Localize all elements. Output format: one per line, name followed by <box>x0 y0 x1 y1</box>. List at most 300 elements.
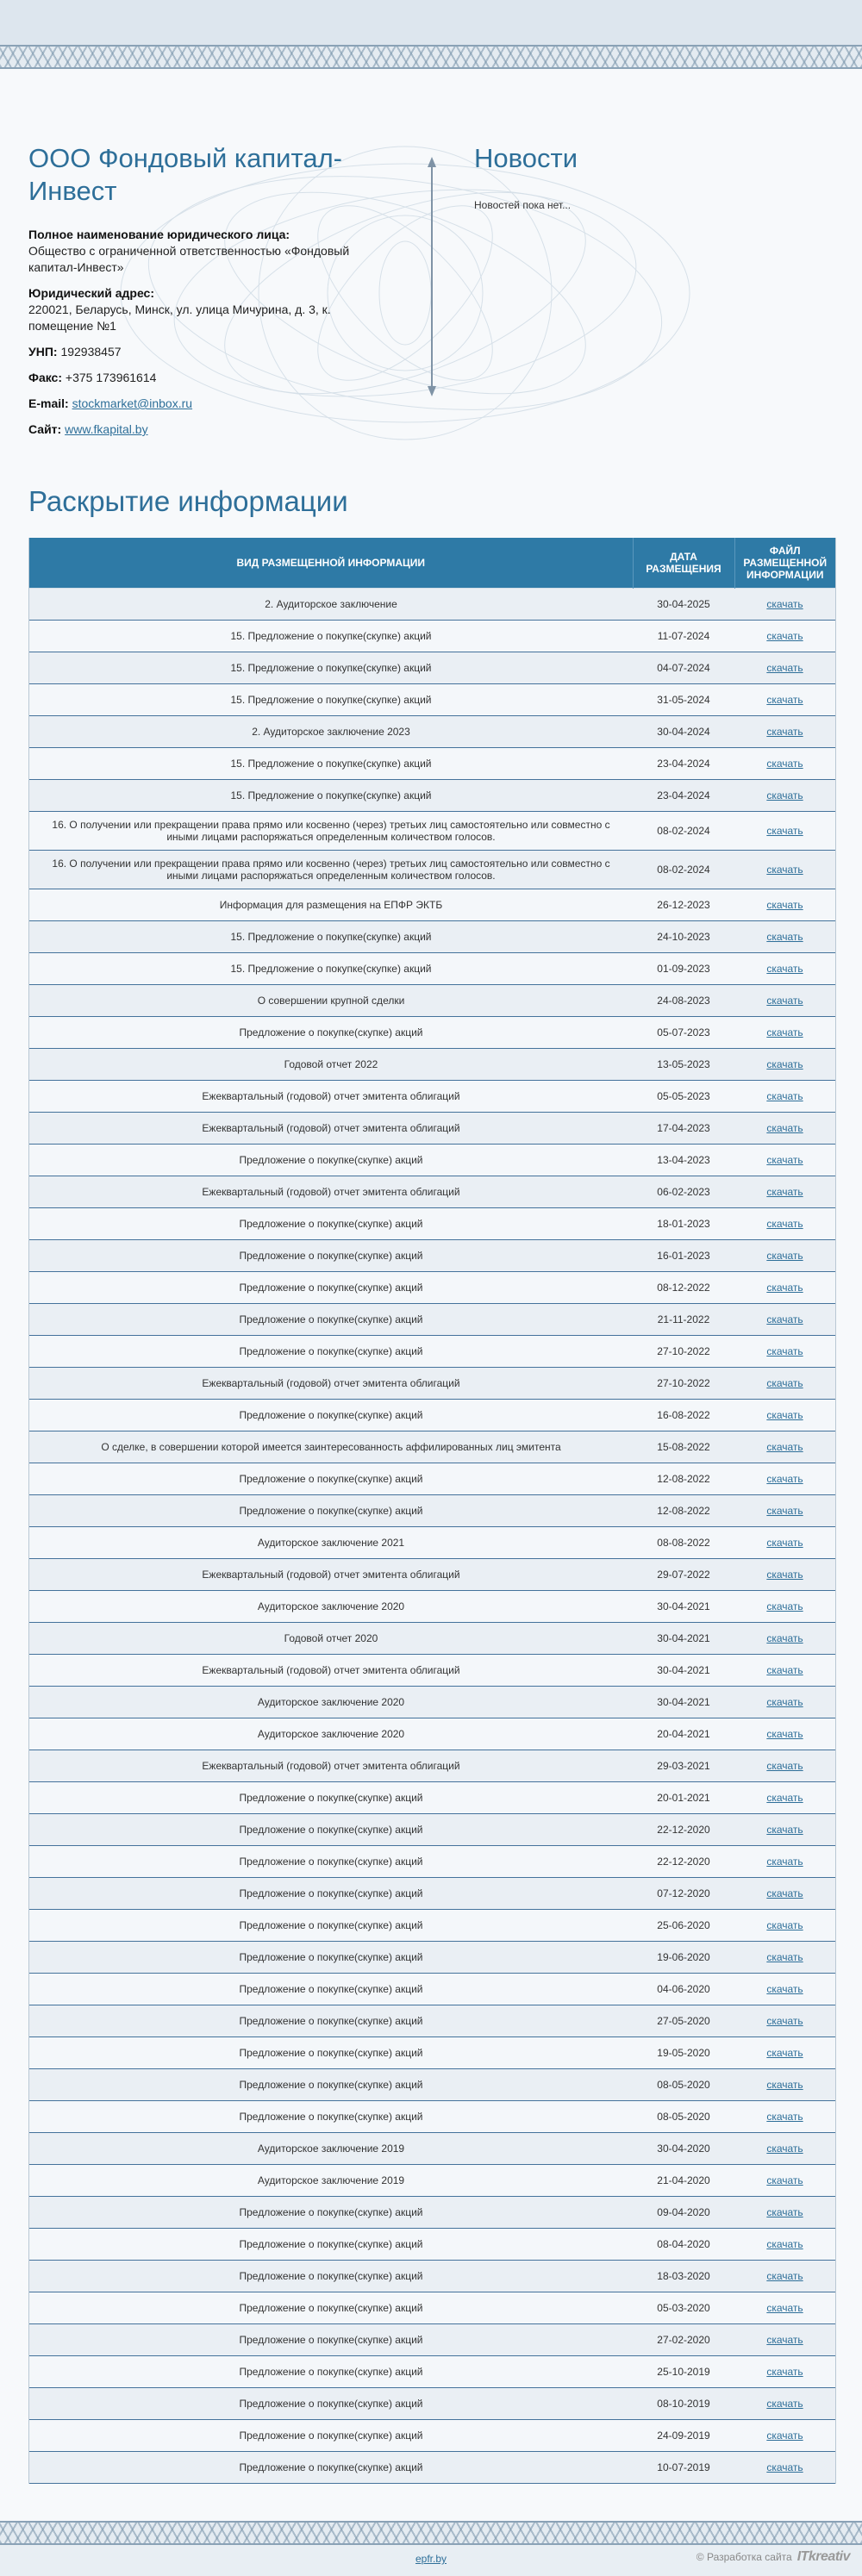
company-fax <box>28 370 373 386</box>
download-link[interactable]: скачать <box>766 1441 803 1453</box>
table-row <box>29 851 835 889</box>
row-file-cell <box>734 1623 835 1655</box>
row-document-type: Аудиторское заключение 2021 <box>29 1527 633 1559</box>
table-header-row <box>29 538 835 589</box>
download-link[interactable]: скачать <box>766 2079 803 2091</box>
download-link[interactable]: скачать <box>766 825 803 837</box>
row-file-cell <box>734 1017 835 1049</box>
row-file-cell <box>734 716 835 748</box>
download-link[interactable]: скачать <box>766 2461 803 2473</box>
row-date: 08-02-2024 <box>633 812 734 851</box>
row-file-cell <box>734 2197 835 2229</box>
table-row <box>29 1687 835 1718</box>
row-document-type: Ежеквартальный (годовой) отчет эмитента облигаций <box>29 1081 633 1113</box>
row-file-cell <box>734 1208 835 1240</box>
download-link[interactable]: скачать <box>766 1664 803 1676</box>
row-date: 11-07-2024 <box>633 621 734 652</box>
row-document-type: Аудиторское заключение 2019 <box>29 2165 633 2197</box>
row-file-cell <box>734 2388 835 2420</box>
row-file-cell <box>734 2229 835 2261</box>
download-link[interactable]: скачать <box>766 1058 803 1070</box>
download-link[interactable]: скачать <box>766 1983 803 1995</box>
company-fullname <box>28 227 373 276</box>
row-date: 12-08-2022 <box>633 1463 734 1495</box>
row-document-type: 15. Предложение о покупке(скупке) акций <box>29 621 633 652</box>
download-link[interactable]: скачать <box>766 726 803 738</box>
row-date: 04-06-2020 <box>633 1974 734 2005</box>
row-file-cell <box>734 589 835 621</box>
table-row <box>29 953 835 985</box>
table-row <box>29 1974 835 2005</box>
download-link[interactable]: скачать <box>766 662 803 674</box>
download-link[interactable]: скачать <box>766 2047 803 2059</box>
row-file-cell <box>734 1368 835 1400</box>
row-date: 26-12-2023 <box>633 889 734 921</box>
row-document-type: Предложение о покупке(скупке) акций <box>29 2197 633 2229</box>
download-link[interactable]: скачать <box>766 2398 803 2410</box>
download-link[interactable]: скачать <box>766 630 803 642</box>
row-file-cell <box>734 1655 835 1687</box>
table-row <box>29 1272 835 1304</box>
table-row <box>29 1782 835 1814</box>
row-file-cell <box>734 2324 835 2356</box>
row-date: 15-08-2022 <box>633 1431 734 1463</box>
row-document-type: Предложение о покупке(скупке) акций <box>29 1240 633 1272</box>
row-file-cell <box>734 889 835 921</box>
download-link[interactable]: скачать <box>766 598 803 610</box>
download-link[interactable]: скачать <box>766 1569 803 1581</box>
row-date: 30-04-2021 <box>633 1687 734 1718</box>
download-link[interactable]: скачать <box>766 1919 803 1931</box>
row-date: 01-09-2023 <box>633 953 734 985</box>
table-row <box>29 1623 835 1655</box>
table-row <box>29 2005 835 2037</box>
row-document-type: О совершении крупной сделки <box>29 985 633 1017</box>
download-link[interactable]: скачать <box>766 789 803 801</box>
download-link[interactable]: скачать <box>766 1856 803 1868</box>
table-row <box>29 1176 835 1208</box>
row-document-type: Предложение о покупке(скупке) акций <box>29 1878 633 1910</box>
row-file-cell <box>734 748 835 780</box>
row-file-cell <box>734 652 835 684</box>
row-date: 05-07-2023 <box>633 1017 734 1049</box>
row-document-type: Предложение о покупке(скупке) акций <box>29 2037 633 2069</box>
row-document-type: Предложение о покупке(скупке) акций <box>29 2324 633 2356</box>
download-link[interactable]: скачать <box>766 1792 803 1804</box>
table-row <box>29 889 835 921</box>
download-link[interactable]: скачать <box>766 1313 803 1325</box>
header-ornament-band <box>0 45 862 69</box>
disclosure-table-wrapper <box>28 538 836 2484</box>
row-document-type: Предложение о покупке(скупке) акций <box>29 1272 633 1304</box>
row-document-type: Предложение о покупке(скупке) акций <box>29 2101 633 2133</box>
row-file-cell <box>734 1336 835 1368</box>
row-date: 24-09-2019 <box>633 2420 734 2452</box>
row-document-type: Ежеквартальный (годовой) отчет эмитента облигаций <box>29 1750 633 1782</box>
column-header-type: ВИД РАЗМЕЩЕННОЙ ИНФОРМАЦИИ <box>29 538 633 589</box>
table-row <box>29 1336 835 1368</box>
download-link[interactable]: скачать <box>766 1154 803 1166</box>
row-date: 04-07-2024 <box>633 652 734 684</box>
download-link[interactable]: скачать <box>766 1951 803 1963</box>
row-document-type: Предложение о покупке(скупке) акций <box>29 1463 633 1495</box>
table-row <box>29 1240 835 1272</box>
row-date: 23-04-2024 <box>633 748 734 780</box>
download-link[interactable]: скачать <box>766 1345 803 1357</box>
download-link[interactable]: скачать <box>766 2302 803 2314</box>
row-date: 29-07-2022 <box>633 1559 734 1591</box>
download-link[interactable]: скачать <box>766 1632 803 1644</box>
row-file-cell <box>734 1495 835 1527</box>
row-document-type: Предложение о покупке(скупке) акций <box>29 1814 633 1846</box>
row-file-cell <box>734 1304 835 1336</box>
row-file-cell <box>734 1878 835 1910</box>
company-unp <box>28 344 373 360</box>
row-file-cell <box>734 1846 835 1878</box>
download-link[interactable]: скачать <box>766 864 803 876</box>
row-file-cell <box>734 851 835 889</box>
row-file-cell <box>734 2452 835 2484</box>
download-link[interactable]: скачать <box>766 1090 803 1102</box>
download-link[interactable]: скачать <box>766 1600 803 1612</box>
table-row <box>29 2037 835 2069</box>
table-row <box>29 2165 835 2197</box>
table-row <box>29 1559 835 1591</box>
developer-credit <box>696 2549 850 2565</box>
news-title: Новости <box>474 143 578 173</box>
developer-logo[interactable]: ITkreativ <box>796 2549 850 2564</box>
unp-value: 192938457 <box>60 345 122 359</box>
row-date: 16-01-2023 <box>633 1240 734 1272</box>
download-link[interactable]: скачать <box>766 1824 803 1836</box>
row-date: 13-05-2023 <box>633 1049 734 1081</box>
row-file-cell <box>734 812 835 851</box>
fullname-label: Полное наименование юридического лица: <box>28 228 290 241</box>
row-document-type: Предложение о покупке(скупке) акций <box>29 2292 633 2324</box>
vertical-divider <box>431 165 433 388</box>
company-address <box>28 285 373 334</box>
row-document-type: Предложение о покупке(скупке) акций <box>29 1336 633 1368</box>
table-row <box>29 1942 835 1974</box>
row-date: 19-05-2020 <box>633 2037 734 2069</box>
row-date: 21-11-2022 <box>633 1304 734 1336</box>
row-file-cell <box>734 1081 835 1113</box>
row-file-cell <box>734 684 835 716</box>
row-date: 27-02-2020 <box>633 2324 734 2356</box>
table-row <box>29 2197 835 2229</box>
site-label: Сайт: <box>28 422 62 436</box>
news-section <box>474 142 819 211</box>
row-file-cell <box>734 2261 835 2292</box>
table-row <box>29 589 835 621</box>
row-document-type: Ежеквартальный (годовой) отчет эмитента облигаций <box>29 1176 633 1208</box>
row-file-cell <box>734 621 835 652</box>
table-body <box>29 589 835 2484</box>
row-date: 08-12-2022 <box>633 1272 734 1304</box>
row-date: 29-03-2021 <box>633 1750 734 1782</box>
download-link[interactable]: скачать <box>766 1409 803 1421</box>
download-link[interactable]: скачать <box>766 2270 803 2282</box>
row-file-cell <box>734 2356 835 2388</box>
row-document-type: Предложение о покупке(скупке) акций <box>29 1974 633 2005</box>
row-date: 24-10-2023 <box>633 921 734 953</box>
row-document-type: Аудиторское заключение 2020 <box>29 1718 633 1750</box>
row-date: 05-05-2023 <box>633 1081 734 1113</box>
download-link[interactable]: скачать <box>766 931 803 943</box>
row-document-type: Годовой отчет 2020 <box>29 1623 633 1655</box>
row-date: 27-10-2022 <box>633 1368 734 1400</box>
row-document-type: Аудиторское заключение 2019 <box>29 2133 633 2165</box>
download-link[interactable]: скачать <box>766 694 803 706</box>
row-document-type: Предложение о покупке(скупке) акций <box>29 1782 633 1814</box>
table-row <box>29 1463 835 1495</box>
row-date: 25-06-2020 <box>633 1910 734 1942</box>
table-row <box>29 1910 835 1942</box>
download-link[interactable]: скачать <box>766 2111 803 2123</box>
row-date: 30-04-2021 <box>633 1655 734 1687</box>
row-file-cell <box>734 1814 835 1846</box>
download-link[interactable]: скачать <box>766 2238 803 2250</box>
row-document-type: 2. Аудиторское заключение 2023 <box>29 716 633 748</box>
row-file-cell <box>734 1049 835 1081</box>
epfr-link[interactable]: epfr.by <box>415 2553 447 2565</box>
company-title: ООО Фондовый капитал-Инвест <box>28 143 342 206</box>
row-file-cell <box>734 953 835 985</box>
table-row <box>29 1304 835 1336</box>
row-document-type: Предложение о покупке(скупке) акций <box>29 1145 633 1176</box>
row-date: 31-05-2024 <box>633 684 734 716</box>
row-date: 08-02-2024 <box>633 851 734 889</box>
company-info <box>28 142 373 447</box>
table-row <box>29 1718 835 1750</box>
row-date: 21-04-2020 <box>633 2165 734 2197</box>
row-date: 08-04-2020 <box>633 2229 734 2261</box>
row-document-type: Предложение о покупке(скупке) акций <box>29 1304 633 1336</box>
row-document-type: Предложение о покупке(скупке) акций <box>29 2005 633 2037</box>
row-file-cell <box>734 2101 835 2133</box>
table-row <box>29 1017 835 1049</box>
row-date: 13-04-2023 <box>633 1145 734 1176</box>
row-document-type: 15. Предложение о покупке(скупке) акций <box>29 953 633 985</box>
row-document-type: Предложение о покупке(скупке) акций <box>29 2261 633 2292</box>
table-row <box>29 2356 835 2388</box>
table-row <box>29 1655 835 1687</box>
table-row <box>29 684 835 716</box>
download-link[interactable]: скачать <box>766 1186 803 1198</box>
row-date: 20-04-2021 <box>633 1718 734 1750</box>
row-date: 25-10-2019 <box>633 2356 734 2388</box>
row-date: 08-10-2019 <box>633 2388 734 2420</box>
row-file-cell <box>734 921 835 953</box>
download-link[interactable]: скачать <box>766 1026 803 1039</box>
row-date: 09-04-2020 <box>633 2197 734 2229</box>
download-link[interactable]: скачать <box>766 2366 803 2378</box>
table-row <box>29 1208 835 1240</box>
top-bar <box>0 0 862 45</box>
row-file-cell <box>734 2005 835 2037</box>
row-document-type: О сделке, в совершении которой имеется заинтересованность аффилированных лиц эмитента <box>29 1431 633 1463</box>
site-link[interactable]: www.fkapital.by <box>65 422 148 436</box>
row-document-type: 15. Предложение о покупке(скупке) акций <box>29 748 633 780</box>
row-document-type: 16. О получении или прекращении права прямо или косвенно (через) третьих лиц самостоятельно или совместно с иными лицами распоряжаться определенным количеством голосов. <box>29 851 633 889</box>
row-date: 19-06-2020 <box>633 1942 734 1974</box>
row-file-cell <box>734 2420 835 2452</box>
table-row <box>29 1527 835 1559</box>
row-date: 27-05-2020 <box>633 2005 734 2037</box>
download-link[interactable]: скачать <box>766 899 803 911</box>
news-empty-text: Новостей пока нет... <box>474 199 572 211</box>
download-link[interactable]: скачать <box>766 2334 803 2346</box>
row-document-type: 15. Предложение о покупке(скупке) акций <box>29 780 633 812</box>
footer-ornament-band <box>0 2521 862 2545</box>
row-document-type: Предложение о покупке(скупке) акций <box>29 1017 633 1049</box>
fax-value: +375 173961614 <box>65 371 157 384</box>
row-date: 17-04-2023 <box>633 1113 734 1145</box>
row-date: 10-07-2019 <box>633 2452 734 2484</box>
download-link[interactable]: скачать <box>766 963 803 975</box>
row-file-cell <box>734 1240 835 1272</box>
row-date: 30-04-2020 <box>633 2133 734 2165</box>
table-row <box>29 2069 835 2101</box>
download-link[interactable]: скачать <box>766 2206 803 2218</box>
download-link[interactable]: скачать <box>766 1218 803 1230</box>
row-date: 16-08-2022 <box>633 1400 734 1431</box>
row-date: 05-03-2020 <box>633 2292 734 2324</box>
download-link[interactable]: скачать <box>766 2015 803 2027</box>
row-document-type: 15. Предложение о покупке(скупке) акций <box>29 684 633 716</box>
row-date: 24-08-2023 <box>633 985 734 1017</box>
row-file-cell <box>734 1687 835 1718</box>
row-document-type: 2. Аудиторское заключение <box>29 589 633 621</box>
row-document-type: Предложение о покупке(скупке) акций <box>29 1910 633 1942</box>
table-row <box>29 748 835 780</box>
table-row <box>29 2133 835 2165</box>
row-date: 08-08-2022 <box>633 1527 734 1559</box>
row-date: 22-12-2020 <box>633 1846 734 1878</box>
table-row <box>29 1591 835 1623</box>
row-file-cell <box>734 2037 835 2069</box>
table-row <box>29 1049 835 1081</box>
row-document-type: Предложение о покупке(скупке) акций <box>29 2452 633 2484</box>
table-row <box>29 2324 835 2356</box>
row-date: 18-03-2020 <box>633 2261 734 2292</box>
table-row <box>29 921 835 953</box>
row-document-type: Предложение о покупке(скупке) акций <box>29 2356 633 2388</box>
disclosure-title: Раскрытие информации <box>28 485 348 517</box>
fullname-value: Общество с ограниченной ответственностью «Фондовый капитал-Инвест» <box>28 244 350 274</box>
table-row <box>29 2452 835 2484</box>
download-link[interactable]: скачать <box>766 2143 803 2155</box>
table-row <box>29 2388 835 2420</box>
table-row <box>29 812 835 851</box>
row-date: 18-01-2023 <box>633 1208 734 1240</box>
row-date: 20-01-2021 <box>633 1782 734 1814</box>
row-date: 06-02-2023 <box>633 1176 734 1208</box>
table-row <box>29 2229 835 2261</box>
row-date: 08-05-2020 <box>633 2101 734 2133</box>
download-link[interactable]: скачать <box>766 1250 803 1262</box>
row-date: 30-04-2025 <box>633 589 734 621</box>
table-row <box>29 1081 835 1113</box>
row-file-cell <box>734 1527 835 1559</box>
row-file-cell <box>734 1272 835 1304</box>
row-document-type: Предложение о покупке(скупке) акций <box>29 2069 633 2101</box>
download-link[interactable]: скачать <box>766 758 803 770</box>
row-date: 23-04-2024 <box>633 780 734 812</box>
disclosure-table <box>29 538 835 2484</box>
row-file-cell <box>734 1974 835 2005</box>
download-link[interactable]: скачать <box>766 1887 803 1899</box>
unp-label: УНП: <box>28 345 58 359</box>
row-document-type: Предложение о покупке(скупке) акций <box>29 2388 633 2420</box>
email-label: E-mail: <box>28 396 69 410</box>
fax-label: Факс: <box>28 371 63 384</box>
download-link[interactable]: скачать <box>766 1537 803 1549</box>
download-link[interactable]: скачать <box>766 1377 803 1389</box>
row-document-type: 16. О получении или прекращении права прямо или косвенно (через) третьих лиц самостоятельно или совместно с иными лицами распоряжаться определенным количеством голосов. <box>29 812 633 851</box>
download-link[interactable]: скачать <box>766 2429 803 2442</box>
row-document-type: Предложение о покупке(скупке) акций <box>29 1942 633 1974</box>
download-link[interactable]: скачать <box>766 1728 803 1740</box>
row-date: 30-04-2021 <box>633 1623 734 1655</box>
row-file-cell <box>734 1431 835 1463</box>
download-link[interactable]: скачать <box>766 995 803 1007</box>
row-document-type: Предложение о покупке(скупке) акций <box>29 1208 633 1240</box>
row-date: 08-05-2020 <box>633 2069 734 2101</box>
download-link[interactable]: скачать <box>766 1505 803 1517</box>
download-link[interactable]: скачать <box>766 1760 803 1772</box>
table-row <box>29 2420 835 2452</box>
table-row <box>29 1145 835 1176</box>
row-file-cell <box>734 1942 835 1974</box>
row-date: 22-12-2020 <box>633 1814 734 1846</box>
row-file-cell <box>734 2292 835 2324</box>
download-link[interactable]: скачать <box>766 1473 803 1485</box>
row-file-cell <box>734 2069 835 2101</box>
table-row <box>29 621 835 652</box>
download-link[interactable]: скачать <box>766 1122 803 1134</box>
row-document-type: Предложение о покупке(скупке) акций <box>29 2229 633 2261</box>
row-document-type: Годовой отчет 2022 <box>29 1049 633 1081</box>
row-file-cell <box>734 1113 835 1145</box>
row-document-type: Аудиторское заключение 2020 <box>29 1687 633 1718</box>
company-site <box>28 421 373 438</box>
developer-label: © Разработка сайта <box>696 2551 792 2563</box>
table-row <box>29 1878 835 1910</box>
row-date: 07-12-2020 <box>633 1878 734 1910</box>
row-file-cell <box>734 780 835 812</box>
row-file-cell <box>734 1559 835 1591</box>
download-link[interactable]: скачать <box>766 2174 803 2186</box>
row-document-type: Предложение о покупке(скупке) акций <box>29 1400 633 1431</box>
row-file-cell <box>734 1718 835 1750</box>
row-file-cell <box>734 1463 835 1495</box>
table-row <box>29 1400 835 1431</box>
table-row <box>29 985 835 1017</box>
download-link[interactable]: скачать <box>766 1696 803 1708</box>
table-row <box>29 1431 835 1463</box>
row-file-cell <box>734 1910 835 1942</box>
row-file-cell <box>734 1400 835 1431</box>
email-link[interactable]: stockmarket@inbox.ru <box>72 396 193 410</box>
row-file-cell <box>734 1145 835 1176</box>
download-link[interactable]: скачать <box>766 1282 803 1294</box>
row-date: 30-04-2021 <box>633 1591 734 1623</box>
table-row <box>29 1368 835 1400</box>
row-file-cell <box>734 1591 835 1623</box>
row-document-type: Ежеквартальный (годовой) отчет эмитента облигаций <box>29 1559 633 1591</box>
row-file-cell <box>734 2133 835 2165</box>
